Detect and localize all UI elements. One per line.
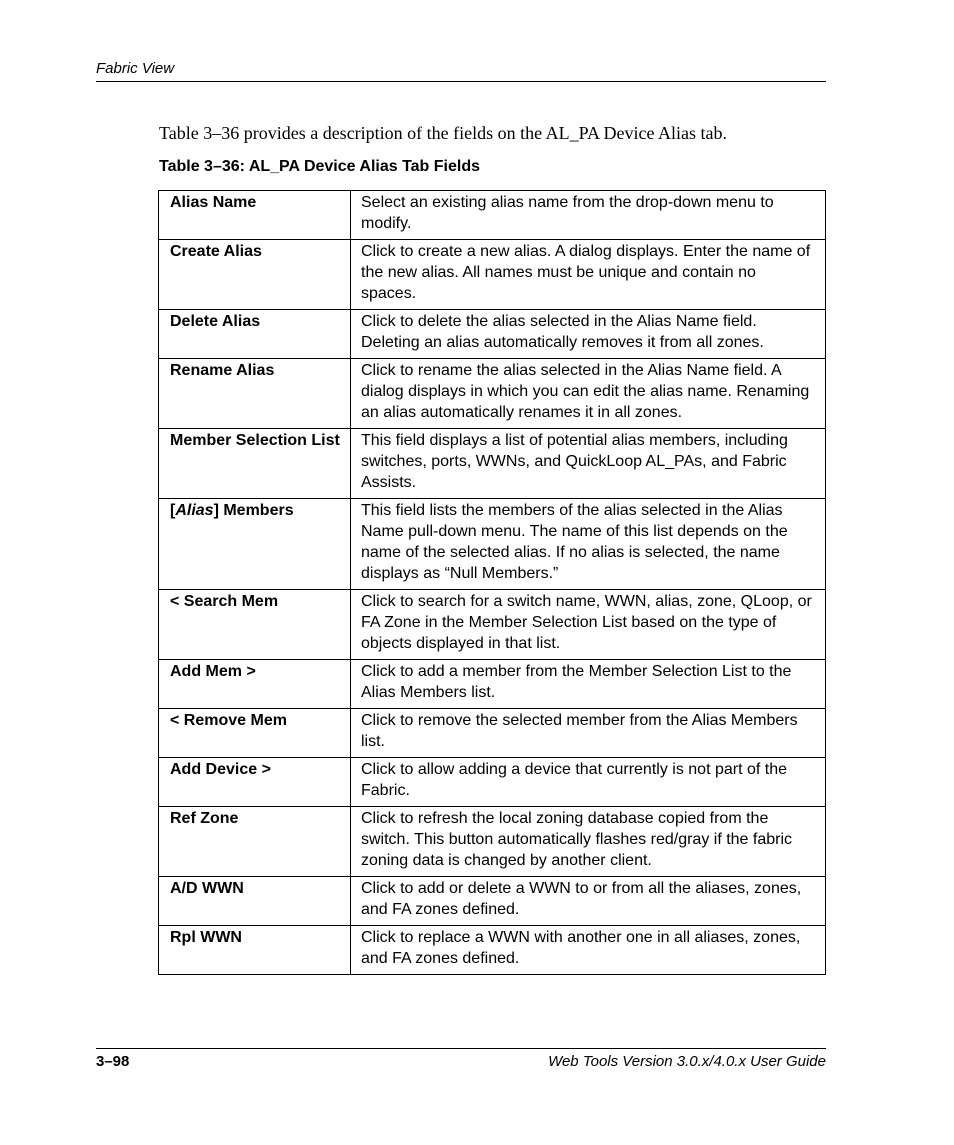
table-row [159, 499, 826, 590]
table-caption: Table 3–36: AL_PA Device Alias Tab Fields [159, 158, 481, 175]
table-row [159, 926, 826, 975]
table-row [159, 807, 826, 877]
table-row [159, 191, 826, 240]
field-name-open: [ [170, 502, 176, 519]
table-row [159, 240, 826, 310]
field-name: Rename Alias [159, 359, 351, 429]
field-description: Click to add or delete a WWN to or from all the aliases, zones, and FA zones defined. [351, 877, 826, 926]
field-description: Click to search for a switch name, WWN, alias, zone, QLoop, or FA Zone in the Member Selection List based on the type of objects displayed in that list. [351, 590, 826, 660]
page-number: 3–98 [96, 1053, 130, 1070]
field-description: Click to add a member from the Member Selection List to the Alias Members list. [351, 660, 826, 709]
table-row [159, 590, 826, 660]
field-description: Click to delete the alias selected in the Alias Name field. Deleting an alias automatically removes it from all zones. [351, 310, 826, 359]
field-name [159, 499, 351, 590]
field-description: Click to refresh the local zoning database copied from the switch. This button automatically flashes red/gray if the fabric zoning data is changed by another client. [351, 807, 826, 877]
table-row [159, 877, 826, 926]
field-name-italic: Alias [175, 502, 214, 519]
field-description: Click to remove the selected member from the Alias Members list. [351, 709, 826, 758]
field-name: Member Selection List [159, 429, 351, 499]
alias-fields-table [158, 190, 826, 975]
field-name: Rpl WWN [159, 926, 351, 975]
running-header: Fabric View [96, 60, 175, 77]
intro-paragraph: Table 3–36 provides a description of the fields on the AL_PA Device Alias tab. [159, 123, 727, 143]
field-description: Click to create a new alias. A dialog displays. Enter the name of the new alias. All names must be unique and contain no spaces. [351, 240, 826, 310]
header-rule [96, 81, 826, 82]
field-name: < Search Mem [159, 590, 351, 660]
footer-rule [96, 1048, 826, 1049]
field-description: Select an existing alias name from the drop-down menu to modify. [351, 191, 826, 240]
guide-title: Web Tools Version 3.0.x/4.0.x User Guide [548, 1053, 826, 1070]
field-description: Click to allow adding a device that currently is not part of the Fabric. [351, 758, 826, 807]
field-description: This field lists the members of the alias selected in the Alias Name pull-down menu. The name of this list depends on the name of the selected alias. If no alias is selected, the name displays as “Null Members.” [351, 499, 826, 590]
table-row [159, 359, 826, 429]
field-name-close: ] Members [213, 502, 294, 519]
table-row [159, 310, 826, 359]
field-name: Add Mem > [159, 660, 351, 709]
table-row [159, 660, 826, 709]
table-row [159, 758, 826, 807]
table-row [159, 429, 826, 499]
field-name: Create Alias [159, 240, 351, 310]
field-description: Click to rename the alias selected in the Alias Name field. A dialog displays in which you can edit the alias name. Renaming an alias automatically renames it in all zones. [351, 359, 826, 429]
field-name: Alias Name [159, 191, 351, 240]
field-name: A/D WWN [159, 877, 351, 926]
field-name: Ref Zone [159, 807, 351, 877]
field-description: This field displays a list of potential alias members, including switches, ports, WWNs, and QuickLoop AL_PAs, and Fabric Assists. [351, 429, 826, 499]
field-name: Add Device > [159, 758, 351, 807]
field-name: < Remove Mem [159, 709, 351, 758]
field-name: Delete Alias [159, 310, 351, 359]
table-row [159, 709, 826, 758]
field-description: Click to replace a WWN with another one in all aliases, zones, and FA zones defined. [351, 926, 826, 975]
